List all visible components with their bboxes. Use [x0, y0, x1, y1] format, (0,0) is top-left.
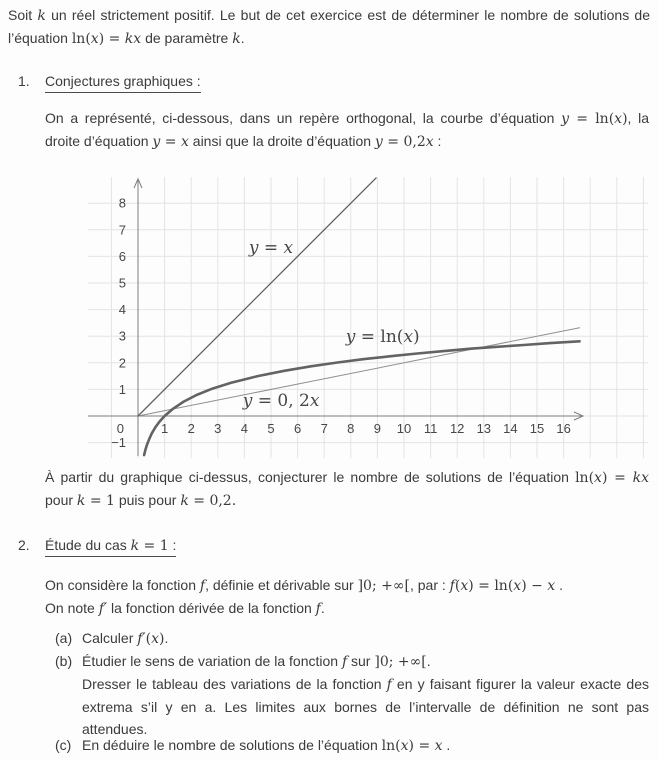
y-tick-label: 5 [118, 275, 126, 291]
question-b-line1: Étudier le sens de variation de la fonction f sur ]0; +∞[. [82, 653, 431, 670]
intro-paragraph: Soit k un réel strictement positif. Le but de cet exercice est de déterminer le nombre de solutions de l’équation ln(x) = kx de paramètre k. [8, 7, 650, 47]
x-tick-label: 7 [320, 421, 328, 436]
curve-label: y = 0, 2x [242, 391, 320, 412]
y-tick-label: 1 [118, 381, 126, 397]
item-2 [18, 534, 176, 557]
x-tick-label: 10 [396, 421, 412, 436]
x-tick-label: 14 [503, 421, 518, 436]
x-tick-label: 12 [449, 421, 465, 436]
function-definition-paragraph [45, 574, 649, 620]
question-a-text: Calculer f′(x). [82, 630, 169, 647]
curve-label: y = x [248, 238, 294, 259]
function-definition-line1: On considère la fonction f, définie et dérivable sur ]0; +∞[, par : f(x) = ln(x) − x . [45, 577, 563, 594]
item-2-title: Étude du cas k = 1 : [45, 537, 176, 557]
y-tick-label: 8 [118, 195, 126, 211]
origin-label: 0 [116, 421, 124, 436]
x-tick-label: 4 [240, 421, 249, 436]
y-tick-label: −1 [111, 435, 126, 451]
curve-y-equals-ln-x [144, 341, 579, 455]
item-1-number: 1. [18, 73, 30, 89]
question-c [55, 734, 649, 757]
item-1-title: Conjectures graphiques : [45, 73, 201, 93]
question-a-label: (a) [55, 630, 73, 646]
question-a [55, 627, 649, 650]
x-tick-label: 5 [267, 421, 275, 436]
function-definition-line2: On note f′ la fonction dérivée de la fonction f. [45, 600, 325, 617]
x-tick-label: 11 [423, 421, 438, 436]
x-tick-label: 16 [556, 421, 571, 436]
x-tick-label: 13 [476, 421, 492, 436]
y-tick-label: 3 [118, 328, 126, 344]
x-tick-label: 9 [373, 421, 382, 436]
curve-label: y = ln(x) [345, 327, 420, 348]
x-tick-label: 3 [214, 421, 222, 436]
y-tick-label: 6 [118, 248, 126, 264]
graph-svg [88, 177, 648, 458]
x-tick-label: 6 [293, 421, 302, 436]
question-b-text [82, 650, 649, 740]
x-tick-label: 1 [160, 421, 169, 436]
x-tick-label: 8 [347, 421, 355, 436]
question-b-label: (b) [55, 653, 73, 669]
item-2-number: 2. [18, 537, 30, 553]
question-b [55, 650, 649, 740]
conjecture-paragraph: À partir du graphique ci-dessus, conjecturer le nombre de solutions de l’équation ln(x) = kx pour k = 1 puis pour k = 0,2. [45, 469, 649, 509]
y-tick-label: 2 [118, 355, 126, 371]
question-b-line2: Dresser le tableau des variations de la fonction f en y faisant figurer la valeur exacte des extrema s’il y en a. Les limites aux bornes de l’intervalle de définition ne sont pas attendues. [82, 676, 649, 737]
x-tick-label: 15 [529, 421, 545, 436]
question-c-label: (c) [55, 737, 72, 753]
graph-intro-paragraph: On a représenté, ci-dessous, dans un repère orthogonal, la courbe d’équation y = ln(x), la droite d’équation y = x ainsi que la droite d’équation y = 0,2x : [45, 110, 649, 150]
function-graph [88, 177, 648, 458]
x-tick-label: 2 [187, 421, 195, 436]
item-1 [18, 70, 201, 92]
question-c-text: En déduire le nombre de solutions de l’équation ln(x) = x . [82, 737, 451, 754]
y-tick-label: 4 [118, 302, 126, 318]
y-tick-label: 7 [118, 222, 126, 238]
line-y-equals-x [138, 178, 376, 416]
